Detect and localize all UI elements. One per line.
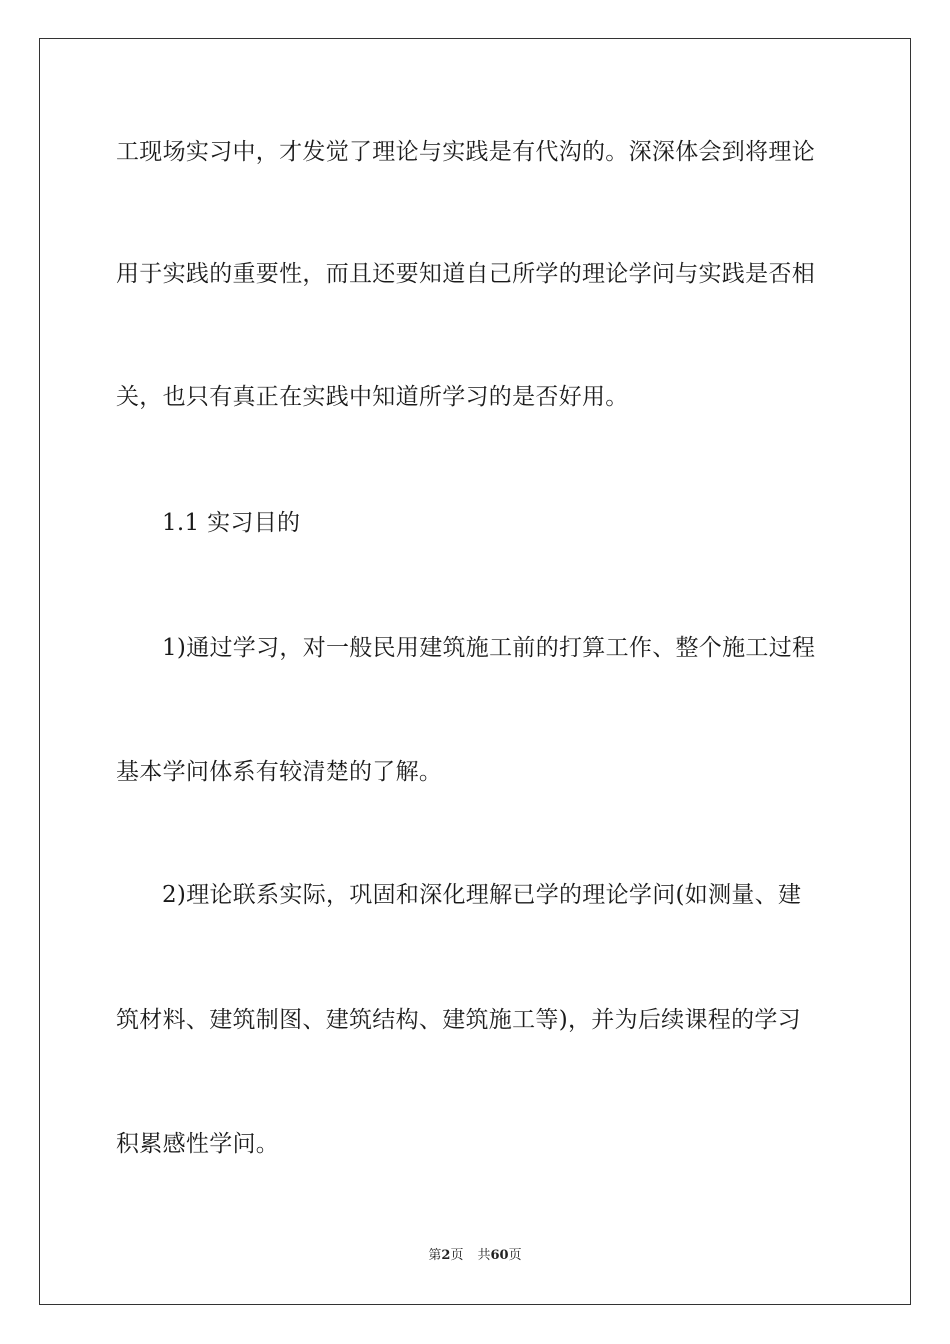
- footer-total-suffix: 页: [508, 1248, 522, 1263]
- footer-page-number: 2: [441, 1248, 451, 1263]
- body-paragraph-line: 关，也只有真正在实践中知道所学习的是否好用。: [116, 384, 629, 410]
- footer-total-pages: 60: [490, 1248, 509, 1263]
- list-item-line: 1)通过学习，对一般民用建筑施工前的打算工作、整个施工过程: [162, 635, 816, 661]
- page-footer: [0, 1247, 950, 1265]
- section-heading: 1.1 实习目的: [162, 510, 301, 536]
- list-item-line: 筑材料、建筑制图、建筑结构、建筑施工等)，并为后续课程的学习: [116, 1007, 801, 1033]
- footer-page-suffix: 页: [450, 1248, 464, 1263]
- footer-total-prefix: 共: [477, 1248, 491, 1263]
- footer-page-prefix: 第: [428, 1248, 442, 1263]
- list-item-line: 积累感性学问。: [116, 1131, 280, 1157]
- body-paragraph-line: 用于实践的重要性，而且还要知道自己所学的理论学问与实践是否相: [116, 261, 815, 287]
- page-border: [39, 38, 911, 1305]
- body-paragraph-line: 工现场实习中，才发觉了理论与实践是有代沟的。深深体会到将理论: [116, 139, 815, 165]
- list-item-line: 2)理论联系实际，巩固和深化理解已学的理论学问(如测量、建: [162, 882, 802, 908]
- list-item-line: 基本学问体系有较清楚的了解。: [116, 759, 443, 785]
